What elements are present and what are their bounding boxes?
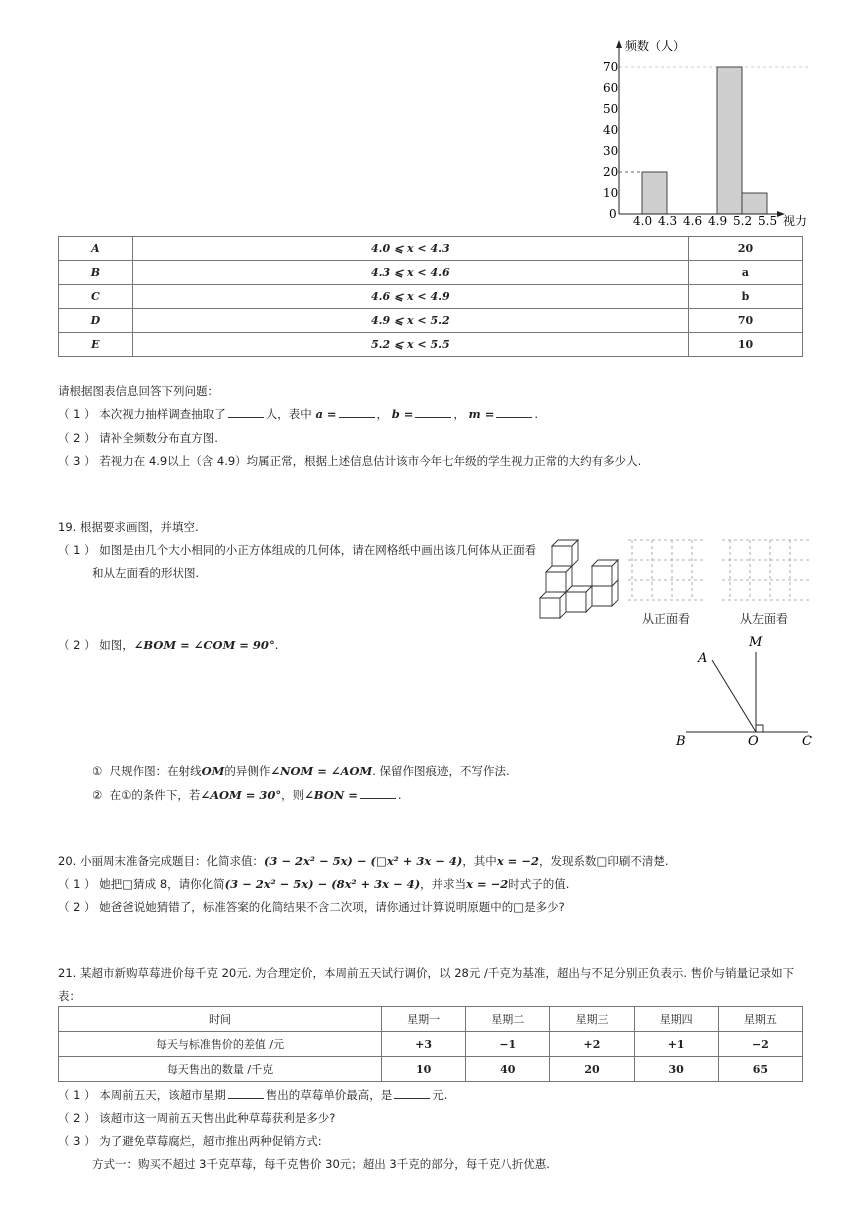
histogram-bars xyxy=(642,67,767,214)
y-tick-labels xyxy=(603,60,618,221)
answer-blank[interactable] xyxy=(496,407,532,418)
y-tick-label: 30 xyxy=(603,144,619,158)
vision-range-table xyxy=(58,236,803,357)
frequency-histogram xyxy=(585,36,815,231)
table-row xyxy=(59,333,803,357)
x-tick-label: 5.5 xyxy=(758,214,778,228)
count-cell: 70 xyxy=(688,309,802,333)
range-cell: 4.9 ⩽ x < 5.2 xyxy=(132,309,688,333)
point-m-label: M xyxy=(749,635,763,650)
count-cell: a xyxy=(688,261,802,285)
y-tick-label: 20 xyxy=(603,165,619,179)
value-cell: −2 xyxy=(718,1032,802,1057)
range-cell: 4.0 ⩽ x < 4.3 xyxy=(132,237,688,261)
range-cell: 5.2 ⩽ x < 5.5 xyxy=(132,333,688,357)
q18-part2: （ 2 ） 请补全频数分布直方图. xyxy=(58,431,218,445)
header-cell: 星期五 xyxy=(718,1007,802,1032)
range-cell: 4.3 ⩽ x < 4.6 xyxy=(132,261,688,285)
front-view-caption: 从正面看 xyxy=(642,612,691,626)
q18-part3: （ 3 ） 若视力在 4.9以上（含 4.9）均属正常，根据上述信息估计该市今年七年级的学生视力正常的大约有多少人. xyxy=(58,454,642,468)
point-c-label: C xyxy=(802,734,812,749)
group-cell: E xyxy=(59,333,133,357)
table-row xyxy=(59,285,803,309)
count-cell: 20 xyxy=(688,237,802,261)
answer-blank[interactable] xyxy=(415,407,451,418)
q19-sub1: ① 尺规作图：在射线OM的异侧作∠NOM = ∠AOM. 保留作图痕迹，不写作法. xyxy=(92,764,510,778)
x-tick-label: 4.9 xyxy=(708,214,728,228)
strawberry-sales-table xyxy=(58,1006,803,1082)
x-tick-label: 4.0 xyxy=(633,214,653,228)
value-cell: 10 xyxy=(382,1057,466,1082)
histogram-reference-lines xyxy=(619,67,809,172)
q21-part1: （ 1 ） 本周前五天，该超市星期 售出的草莓单价最高，是 元. xyxy=(58,1088,448,1102)
x-axis-label: 视力 xyxy=(783,214,808,228)
q20-part1: （ 1 ） 她把□猜成 8，请你化简(3 − 2x² − 5x) − (8x² + 3x − 4)，并求当x = −2时式子的值. xyxy=(58,877,570,891)
left-view-grid xyxy=(722,536,814,604)
table-row xyxy=(59,1032,803,1057)
y-tick-label: 70 xyxy=(603,60,619,74)
q21-way1: 方式一：购买不超过 3千克草莓，每千克售价 30元；超出 3千克的部分，每千克八折优惠. xyxy=(92,1157,550,1171)
x-tick-label: 4.3 xyxy=(658,214,678,228)
x-tick-label: 5.2 xyxy=(733,214,753,228)
answer-blank[interactable] xyxy=(228,1088,264,1099)
group-cell: A xyxy=(59,237,133,261)
value-cell: +1 xyxy=(634,1032,718,1057)
y-axis-arrow-icon xyxy=(616,40,622,48)
value-cell: −1 xyxy=(466,1032,550,1057)
y-axis-label: 频数（人） xyxy=(625,39,686,53)
header-cell: 星期一 xyxy=(382,1007,466,1032)
value-cell: 40 xyxy=(466,1057,550,1082)
value-cell: 20 xyxy=(550,1057,634,1082)
row-label-cell: 每天售出的数量 /千克 xyxy=(59,1057,382,1082)
range-cell: 4.6 ⩽ x < 4.9 xyxy=(132,285,688,309)
row-label-cell: 每天与标准售价的差值 /元 xyxy=(59,1032,382,1057)
q21-part2: （ 2 ） 该超市这一周前五天售出此种草莓获利是多少? xyxy=(58,1111,336,1125)
angle-figure xyxy=(672,630,817,750)
header-cell: 时间 xyxy=(59,1007,382,1032)
header-cell: 星期四 xyxy=(634,1007,718,1032)
answer-blank[interactable] xyxy=(360,788,396,799)
histogram-bar xyxy=(742,193,767,214)
q21-stem-line2: 表： xyxy=(58,989,81,1003)
group-cell: B xyxy=(59,261,133,285)
answer-blank[interactable] xyxy=(339,407,375,418)
q18-part1: （ 1 ） 本次视力抽样调查抽取了 人，表中 a = ， b = ， m = . xyxy=(58,407,539,421)
header-cell: 星期二 xyxy=(466,1007,550,1032)
point-b-label: B xyxy=(676,734,686,749)
table-row xyxy=(59,1057,803,1082)
q20-part2: （ 2 ） 她爸爸说她猜错了，标准答案的化简结果不含二次项，请你通过计算说明原题中的□是多少? xyxy=(58,900,565,914)
q19-part2: （ 2 ） 如图，∠BOM = ∠COM = 90°. xyxy=(58,638,279,652)
table-row xyxy=(59,309,803,333)
q19-sub2: ② 在①的条件下，若∠AOM = 30°，则∠BON = . xyxy=(92,788,402,802)
group-cell: D xyxy=(59,309,133,333)
count-cell: b xyxy=(688,285,802,309)
y-tick-label: 10 xyxy=(603,186,619,200)
table-header-row xyxy=(59,1007,803,1032)
cube-solid-figure xyxy=(536,536,626,622)
group-cell: C xyxy=(59,285,133,309)
y-tick-label: 50 xyxy=(603,102,619,116)
histogram-bar xyxy=(717,67,742,214)
answer-blank[interactable] xyxy=(394,1088,430,1099)
count-cell: 10 xyxy=(688,333,802,357)
q20-stem: 20. 小丽周末准备完成题目：化简求值：(3 − 2x² − 5x) − (□x² + 3x − 4)，其中x = −2，发现系数□印刷不清楚. xyxy=(58,854,669,868)
x-tick-labels xyxy=(633,214,777,228)
y-tick-label: 60 xyxy=(603,81,619,95)
y-tick-label: 40 xyxy=(603,123,619,137)
q18-intro: 请根据图表信息回答下列问题： xyxy=(58,384,219,398)
left-view-caption: 从左面看 xyxy=(740,612,789,626)
header-cell: 星期三 xyxy=(550,1007,634,1032)
answer-blank[interactable] xyxy=(228,407,264,418)
point-a-label: A xyxy=(698,651,708,666)
value-cell: 30 xyxy=(634,1057,718,1082)
value-cell: +2 xyxy=(550,1032,634,1057)
front-view-grid xyxy=(628,536,708,604)
q19-part1-line2: 和从左面看的形状图. xyxy=(92,566,200,580)
q19-title: 19. 根据要求画图，并填空. xyxy=(58,520,199,534)
y-tick-label: 0 xyxy=(609,207,617,221)
x-tick-label: 4.6 xyxy=(683,214,703,228)
table-row xyxy=(59,261,803,285)
value-cell: +3 xyxy=(382,1032,466,1057)
point-o-label: O xyxy=(748,734,759,749)
histogram-bar xyxy=(642,172,667,214)
value-cell: 65 xyxy=(718,1057,802,1082)
q21-stem-line1: 21. 某超市新购草莓进价每千克 20元. 为合理定价，本周前五天试行调价，以 28元 /千克为基准，超出与不足分别正负表示. 售价与销量记录如下 xyxy=(58,966,795,980)
q21-part3: （ 3 ） 为了避免草莓腐烂，超市推出两种促销方式: xyxy=(58,1134,322,1148)
table-row xyxy=(59,237,803,261)
q19-part1-line1: （ 1 ） 如图是由几个大小相同的小正方体组成的几何体，请在网格纸中画出该几何体从正面看 xyxy=(58,543,537,557)
